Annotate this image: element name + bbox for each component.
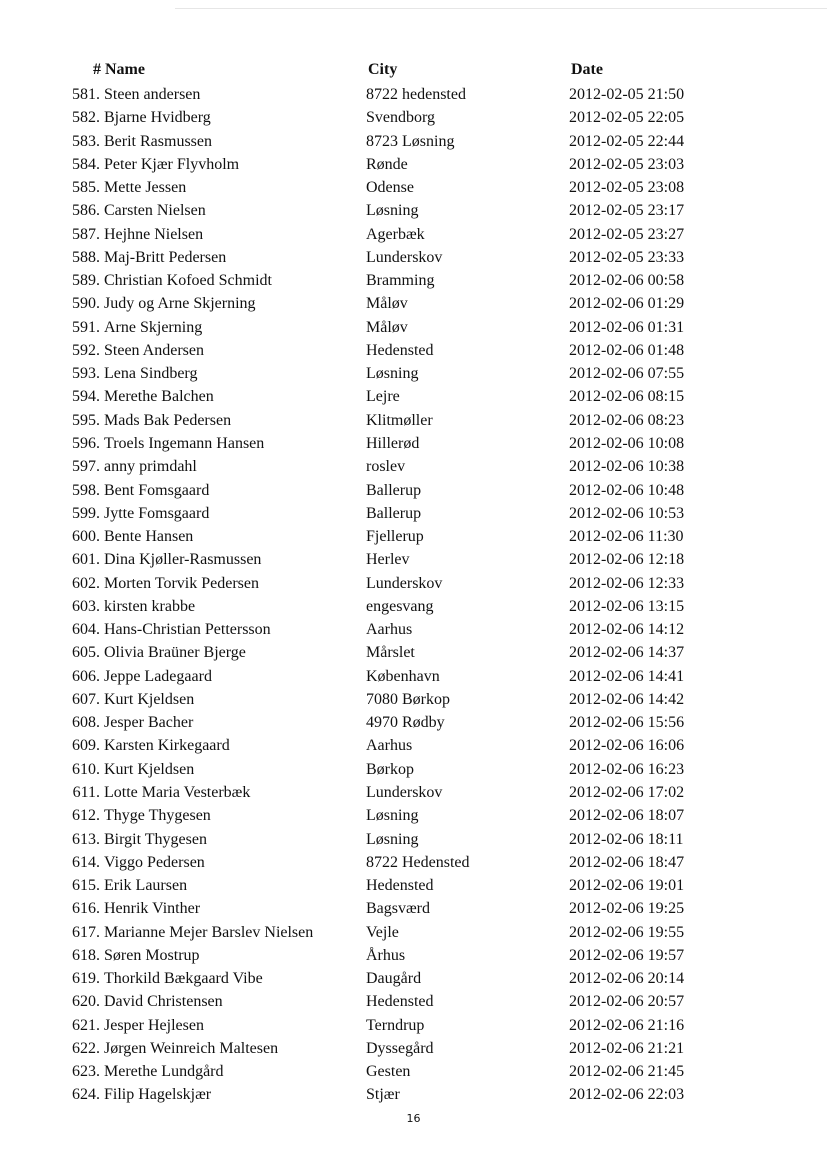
row-name: Berit Rasmussen — [104, 132, 212, 150]
table-row — [0, 990, 827, 1013]
row-date: 2012-02-05 22:44 — [569, 132, 685, 150]
row-name: Mette Jessen — [104, 179, 187, 197]
row-date: 2012-02-06 14:37 — [569, 644, 685, 662]
row-name: Olivia Braüner Bjerge — [104, 644, 246, 662]
row-city: Hedensted — [366, 341, 434, 359]
row-city: København — [366, 667, 440, 685]
row-city: Lunderskov — [366, 783, 443, 801]
row-number: 593. — [72, 365, 100, 383]
row-city: Terndrup — [366, 1016, 425, 1034]
table-row — [0, 781, 827, 804]
table-row — [0, 269, 827, 292]
row-city: Hillerød — [366, 434, 420, 452]
row-number: 601. — [72, 551, 100, 569]
row-date: 2012-02-06 11:30 — [569, 528, 684, 546]
row-name: Kurt Kjeldsen — [104, 760, 195, 778]
row-name: David Christensen — [104, 993, 223, 1011]
row-date: 2012-02-06 13:15 — [569, 597, 685, 615]
row-city: Stjær — [366, 1086, 400, 1104]
row-name: Jytte Fomsgaard — [104, 504, 210, 522]
table-row — [0, 804, 827, 827]
row-date: 2012-02-05 23:03 — [569, 155, 685, 173]
row-city: Bagsværd — [366, 900, 430, 918]
table-row — [0, 688, 827, 711]
table-row — [0, 339, 827, 362]
row-number: 595. — [72, 411, 100, 429]
row-name: Maj-Britt Pedersen — [104, 248, 227, 266]
row-date: 2012-02-06 16:06 — [569, 737, 685, 755]
row-name: Marianne Mejer Barslev Nielsen — [104, 923, 314, 941]
row-name: Christian Kofoed Schmidt — [104, 272, 272, 290]
row-date: 2012-02-06 12:18 — [569, 551, 685, 569]
row-city: Ballerup — [366, 504, 422, 522]
table-row — [0, 851, 827, 874]
row-date: 2012-02-06 21:16 — [569, 1016, 685, 1034]
row-name: Lotte Maria Vesterbæk — [104, 783, 251, 801]
row-number: 611. — [72, 783, 100, 801]
row-city: Bramming — [366, 272, 435, 290]
row-name: kirsten krabbe — [104, 597, 196, 615]
table-header — [0, 61, 827, 83]
row-number: 623. — [72, 1063, 100, 1081]
row-number: 620. — [72, 993, 100, 1011]
row-number: 610. — [72, 760, 100, 778]
row-city: Måløv — [366, 295, 408, 313]
row-number: 606. — [72, 667, 100, 685]
row-date: 2012-02-06 10:38 — [569, 458, 685, 476]
row-city: Aarhus — [366, 621, 413, 639]
header-num-name: # Name — [93, 61, 145, 78]
header-date: Date — [571, 61, 603, 78]
table-row — [0, 921, 827, 944]
row-name: Jesper Bacher — [104, 714, 194, 732]
table-row — [0, 572, 827, 595]
row-number: 612. — [72, 807, 100, 825]
table-row — [0, 711, 827, 734]
table-row — [0, 432, 827, 455]
row-number: 614. — [72, 853, 100, 871]
row-number: 592. — [72, 341, 100, 359]
table-row — [0, 828, 827, 851]
row-name: Jesper Hejlesen — [104, 1016, 204, 1034]
row-name: Jeppe Ladegaard — [104, 667, 212, 685]
row-city: Lunderskov — [366, 248, 443, 266]
row-number: 596. — [72, 434, 100, 452]
table-row — [0, 1014, 827, 1037]
table-row — [0, 525, 827, 548]
row-name: anny primdahl — [104, 458, 197, 476]
row-name: Arne Skjerning — [104, 318, 203, 336]
table-row — [0, 106, 827, 129]
row-city: Gesten — [366, 1063, 411, 1081]
row-number: 622. — [72, 1039, 100, 1057]
table-row — [0, 362, 827, 385]
row-date: 2012-02-05 23:27 — [569, 225, 685, 243]
table-row — [0, 176, 827, 199]
row-name: Judy og Arne Skjerning — [104, 295, 256, 313]
row-name: Thyge Thygesen — [104, 807, 211, 825]
row-name: Karsten Kirkegaard — [104, 737, 230, 755]
row-date: 2012-02-06 10:53 — [569, 504, 685, 522]
row-city: Løsning — [366, 830, 419, 848]
row-city: Agerbæk — [366, 225, 425, 243]
row-date: 2012-02-05 23:33 — [569, 248, 685, 266]
row-date: 2012-02-06 15:56 — [569, 714, 685, 732]
row-name: Merethe Lundgård — [104, 1063, 224, 1081]
row-city: 8723 Løsning — [366, 132, 455, 150]
row-number: 583. — [72, 132, 100, 150]
row-name: Steen Andersen — [104, 341, 204, 359]
row-name: Jørgen Weinreich Maltesen — [104, 1039, 279, 1057]
row-date: 2012-02-06 18:47 — [569, 853, 685, 871]
row-number: 584. — [72, 155, 100, 173]
row-number: 609. — [72, 737, 100, 755]
row-city: Løsning — [366, 807, 419, 825]
row-city: 8722 Hedensted — [366, 853, 470, 871]
row-name: Birgit Thygesen — [104, 830, 207, 848]
row-number: 587. — [72, 225, 100, 243]
row-name: Søren Mostrup — [104, 946, 200, 964]
row-number: 599. — [72, 504, 100, 522]
row-name: Thorkild Bækgaard Vibe — [104, 970, 263, 988]
row-date: 2012-02-06 14:42 — [569, 690, 685, 708]
row-date: 2012-02-06 07:55 — [569, 365, 685, 383]
row-date: 2012-02-06 01:31 — [569, 318, 685, 336]
row-name: Dina Kjøller-Rasmussen — [104, 551, 262, 569]
row-number: 600. — [72, 528, 100, 546]
row-city: Aarhus — [366, 737, 413, 755]
row-city: Løsning — [366, 365, 419, 383]
table-row — [0, 153, 827, 176]
table-row — [0, 83, 827, 106]
row-number: 618. — [72, 946, 100, 964]
row-city: Lunderskov — [366, 574, 443, 592]
table-row — [0, 502, 827, 525]
row-number: 598. — [72, 481, 100, 499]
row-date: 2012-02-06 08:15 — [569, 388, 685, 406]
row-date: 2012-02-05 23:08 — [569, 179, 685, 197]
row-date: 2012-02-06 01:29 — [569, 295, 685, 313]
row-city: Odense — [366, 179, 414, 197]
row-number: 616. — [72, 900, 100, 918]
row-date: 2012-02-06 20:14 — [569, 970, 685, 988]
row-city: Vejle — [366, 923, 399, 941]
table-row — [0, 130, 827, 153]
row-city: Ballerup — [366, 481, 422, 499]
row-city: Rønde — [366, 155, 408, 173]
row-date: 2012-02-06 14:41 — [569, 667, 685, 685]
row-date: 2012-02-06 17:02 — [569, 783, 685, 801]
signature-list — [0, 83, 827, 1107]
row-date: 2012-02-06 21:21 — [569, 1039, 685, 1057]
row-date: 2012-02-06 19:55 — [569, 923, 685, 941]
row-city: Klitmøller — [366, 411, 433, 429]
row-number: 613. — [72, 830, 100, 848]
table-row — [0, 316, 827, 339]
row-city: Lejre — [366, 388, 400, 406]
table-row — [0, 967, 827, 990]
table-row — [0, 665, 827, 688]
row-number: 615. — [72, 877, 100, 895]
row-date: 2012-02-06 21:45 — [569, 1063, 685, 1081]
table-row — [0, 1083, 827, 1106]
table-row — [0, 455, 827, 478]
header-city: City — [368, 61, 398, 78]
row-name: Troels Ingemann Hansen — [104, 434, 265, 452]
row-name: Bjarne Hvidberg — [104, 109, 211, 127]
row-name: Hans-Christian Pettersson — [104, 621, 271, 639]
row-name: Henrik Vinther — [104, 900, 201, 918]
table-row — [0, 223, 827, 246]
row-number: 608. — [72, 714, 100, 732]
row-date: 2012-02-06 00:58 — [569, 272, 685, 290]
row-city: 4970 Rødby — [366, 714, 445, 732]
row-number: 602. — [72, 574, 100, 592]
row-city: Herlev — [366, 551, 410, 569]
row-city: 8722 hedensted — [366, 86, 466, 103]
row-number: 590. — [72, 295, 100, 313]
row-city: Løsning — [366, 202, 419, 220]
row-name: Steen andersen — [104, 86, 201, 103]
row-date: 2012-02-06 19:25 — [569, 900, 685, 918]
table-row — [0, 595, 827, 618]
row-date: 2012-02-06 22:03 — [569, 1086, 685, 1104]
scan-edge-line — [175, 8, 827, 9]
table-row — [0, 641, 827, 664]
row-city: Børkop — [366, 760, 414, 778]
row-city: Svendborg — [366, 109, 436, 127]
table-row — [0, 246, 827, 269]
row-name: Viggo Pedersen — [104, 853, 205, 871]
table-row — [0, 1060, 827, 1083]
row-number: 621. — [72, 1016, 100, 1034]
table-row — [0, 479, 827, 502]
row-number: 624. — [72, 1086, 100, 1104]
row-city: Måløv — [366, 318, 408, 336]
row-name: Morten Torvik Pedersen — [104, 574, 259, 592]
row-date: 2012-02-06 20:57 — [569, 993, 685, 1011]
row-date: 2012-02-05 23:17 — [569, 202, 685, 220]
row-name: Mads Bak Pedersen — [104, 411, 232, 429]
row-date: 2012-02-06 16:23 — [569, 760, 685, 778]
page-number: 16 — [406, 1112, 421, 1125]
row-name: Filip Hagelskjær — [104, 1086, 212, 1104]
table-row — [0, 897, 827, 920]
row-number: 603. — [72, 597, 100, 615]
row-city: Daugård — [366, 970, 422, 988]
row-city: Fjellerup — [366, 528, 424, 546]
row-number: 582. — [72, 109, 100, 127]
row-number: 604. — [72, 621, 100, 639]
row-date: 2012-02-06 01:48 — [569, 341, 685, 359]
row-name: Peter Kjær Flyvholm — [104, 155, 240, 173]
row-city: engesvang — [366, 597, 434, 615]
table-row — [0, 409, 827, 432]
row-city: Dyssegård — [366, 1039, 434, 1057]
row-name: Hejhne Nielsen — [104, 225, 204, 243]
row-name: Carsten Nielsen — [104, 202, 206, 220]
table-row — [0, 385, 827, 408]
row-date: 2012-02-06 14:12 — [569, 621, 685, 639]
table-row — [0, 292, 827, 315]
row-name: Lena Sindberg — [104, 365, 198, 383]
row-number: 617. — [72, 923, 100, 941]
table-row — [0, 199, 827, 222]
row-date: 2012-02-05 21:50 — [569, 86, 685, 103]
row-number: 589. — [72, 272, 100, 290]
row-number: 588. — [72, 248, 100, 266]
row-number: 607. — [72, 690, 100, 708]
row-number: 594. — [72, 388, 100, 406]
row-number: 585. — [72, 179, 100, 197]
row-name: Bent Fomsgaard — [104, 481, 210, 499]
row-date: 2012-02-06 12:33 — [569, 574, 685, 592]
row-city: Hedensted — [366, 877, 434, 895]
row-number: 581. — [72, 86, 100, 103]
row-name: Merethe Balchen — [104, 388, 214, 406]
row-date: 2012-02-06 19:01 — [569, 877, 685, 895]
row-name: Erik Laursen — [104, 877, 188, 895]
row-city: roslev — [366, 458, 406, 476]
table-row — [0, 1037, 827, 1060]
table-row — [0, 618, 827, 641]
row-name: Bente Hansen — [104, 528, 194, 546]
row-name: Kurt Kjeldsen — [104, 690, 195, 708]
row-number: 619. — [72, 970, 100, 988]
row-city: Hedensted — [366, 993, 434, 1011]
row-date: 2012-02-05 22:05 — [569, 109, 685, 127]
table-row — [0, 758, 827, 781]
row-number: 605. — [72, 644, 100, 662]
row-number: 586. — [72, 202, 100, 220]
table-row — [0, 548, 827, 571]
row-date: 2012-02-06 19:57 — [569, 946, 685, 964]
row-city: Mårslet — [366, 644, 415, 662]
row-date: 2012-02-06 10:08 — [569, 434, 685, 452]
row-city: Århus — [366, 946, 406, 964]
table-row — [0, 734, 827, 757]
table-row — [0, 874, 827, 897]
row-date: 2012-02-06 10:48 — [569, 481, 685, 499]
row-date: 2012-02-06 08:23 — [569, 411, 685, 429]
table-row — [0, 944, 827, 967]
row-date: 2012-02-06 18:07 — [569, 807, 685, 825]
row-number: 597. — [72, 458, 100, 476]
row-date: 2012-02-06 18:11 — [569, 830, 684, 848]
row-number: 591. — [72, 318, 100, 336]
row-city: 7080 Børkop — [366, 690, 450, 708]
